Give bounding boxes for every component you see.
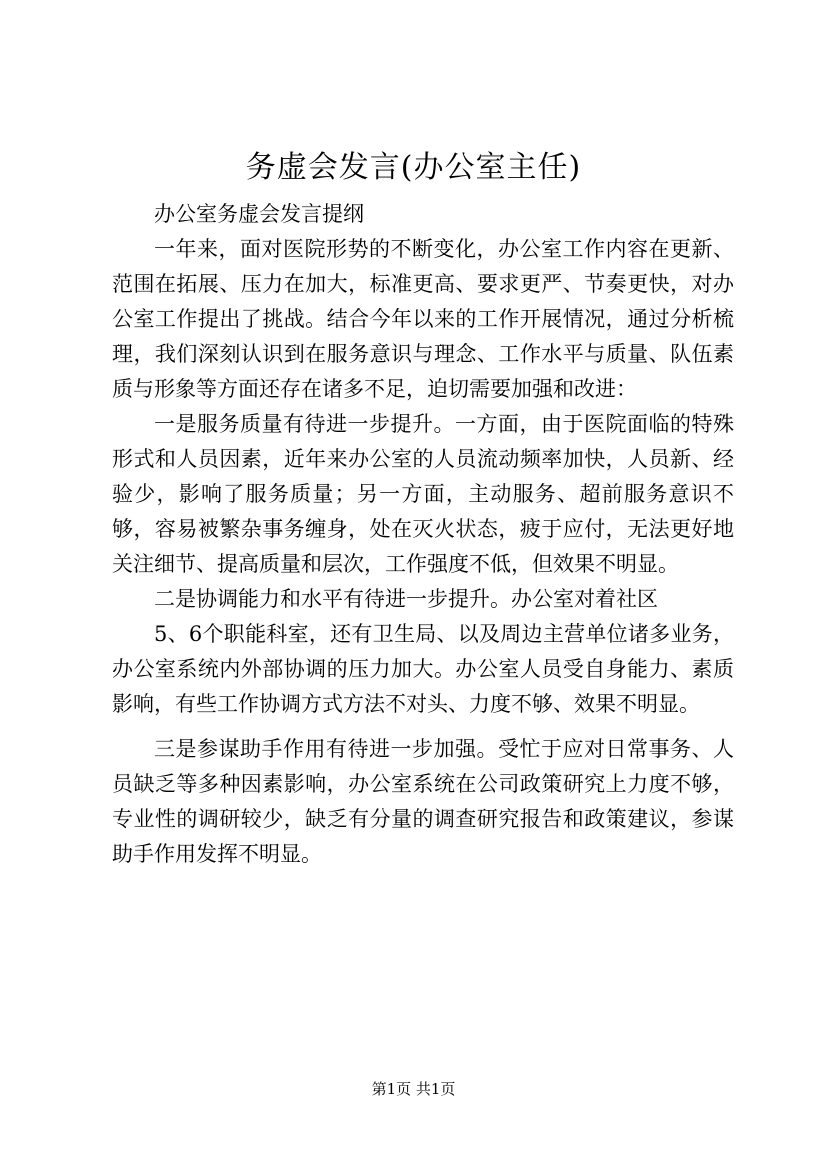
paragraph-advisory-role: 三是参谋助手作用有待进一步加强。受忙于应对日常事务、人员缺乏等多种因素影响，办公室系统在公司政策研究上力度不够，专业性的调研较少，缺乏有分量的调查研究报告和政策建议，参谋助手作用发挥不明显。	[112, 737, 734, 866]
paragraph-intro: 一年来，面对医院形势的不断变化，办公室工作内容在更新、范围在拓展、压力在加大，标准更高、要求更严、节奏更快，对办公室工作提出了挑战。结合今年以来的工作开展情况，通过分析梳理，我们深刻认识到在服务意识与理念、工作水平与质量、队伍素质与形象等方面还存在诸多不足，迫切需要加强和改进：	[112, 237, 734, 401]
paragraph-outline-heading: 办公室务虚会发言提纲	[154, 202, 364, 226]
document-title: 务虚会发言(办公室主任)	[245, 150, 582, 185]
page-footer: 第1页 共1页	[371, 1080, 456, 1098]
paragraph-service-quality: 一是服务质量有待进一步提升。一方面，由于医院面临的特殊形式和人员因素，近年来办公室的人员流动频率加快，人员新、经验少，影响了服务质量；另一方面，主动服务、超前服务意识不够，容易被繁杂事务缠身，处在灭火状态，疲于应付，无法更好地关注细节、提高质量和层次，工作强度不低，但效果不明显。	[112, 412, 734, 576]
paragraph-coordination: 二是协调能力和水平有待进一步提升。办公室对着社区	[154, 587, 658, 611]
paragraph-departments: 5、6个职能科室，还有卫生局、以及周边主营单位诸多业务，办公室系统内外部协调的压力加大。办公室人员受自身能力、素质影响，有些工作协调方式方法不对头、力度不够、效果不明显。	[112, 622, 734, 716]
document-body	[112, 197, 734, 872]
